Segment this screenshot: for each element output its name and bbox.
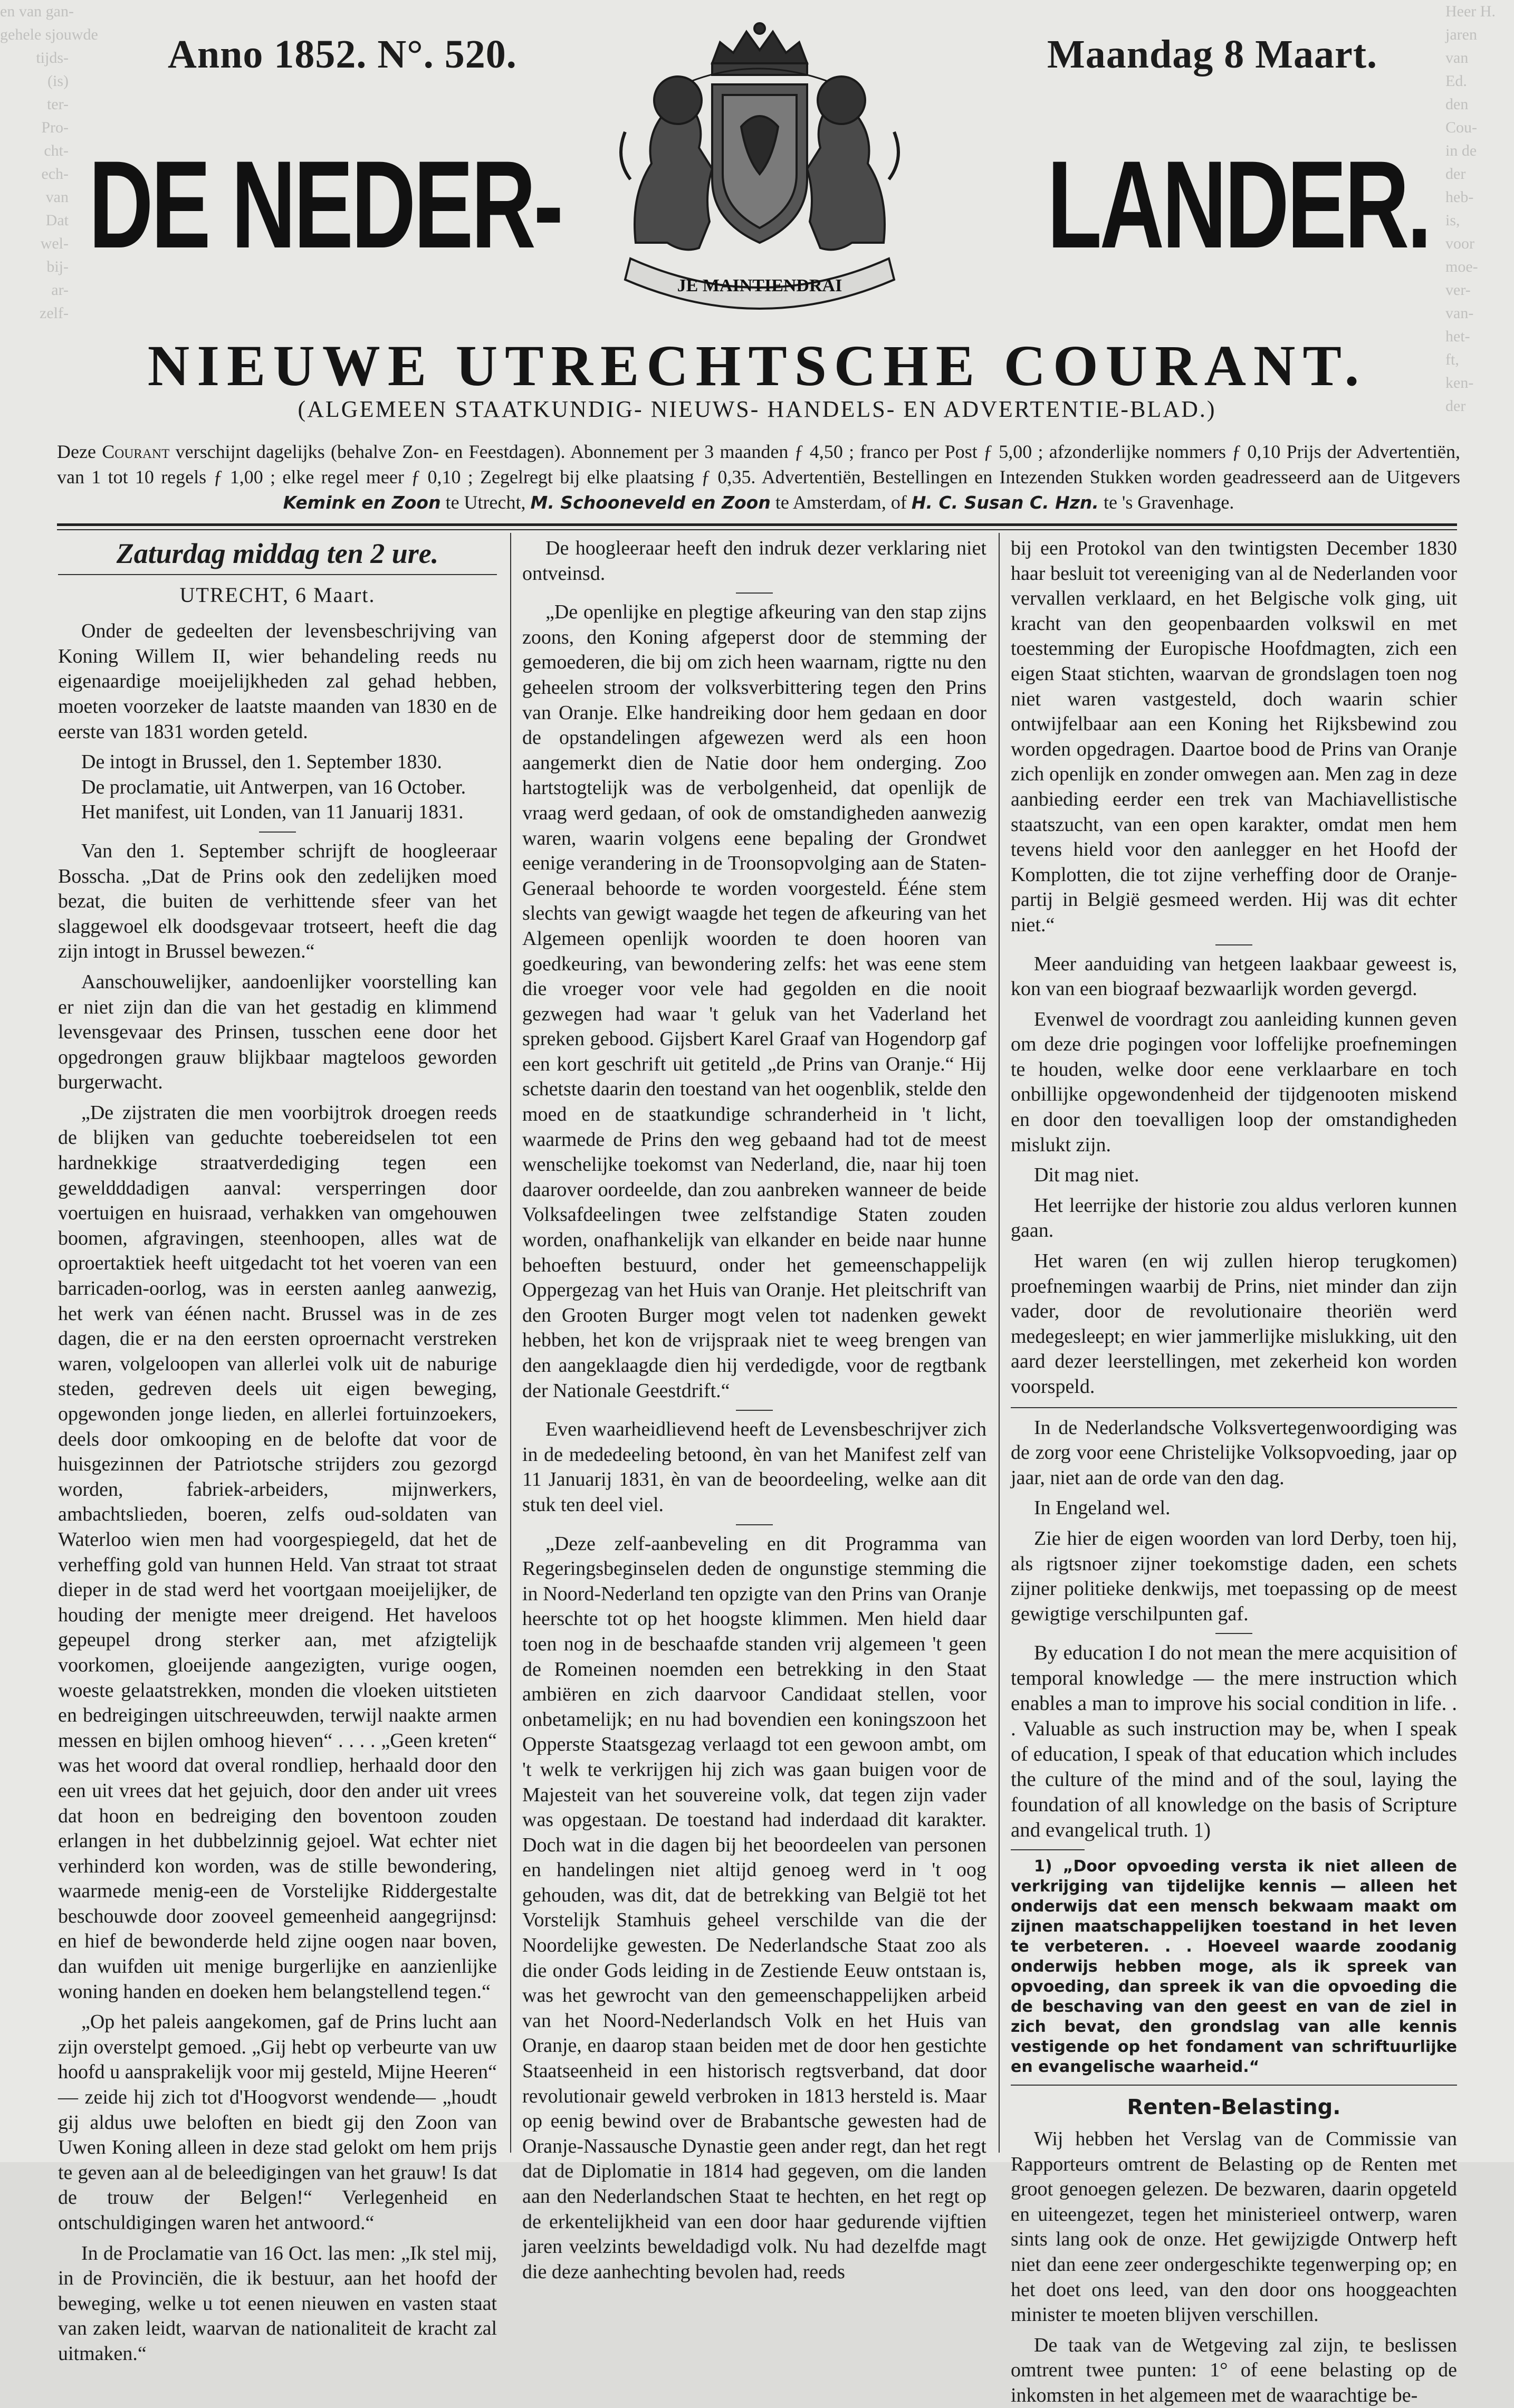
footnote: 1) „Door opvoeding versta ik niet alleen de verkrijging van tijdelijke kennis — alleen het onderwijs dat een mensch bekwaam maakt om zijnen maatschappelijken toestand in het leven te verbeteren. . . Hoeveel waarde zoodanig onderwijs hebben moge, als ik spreek van opvoeding, dan spreek ik van die opvoeding die de beschaving van den geest en van de ziel in zich bevat, den grondslag van alle kennis vestigende op het fondament van schriftuurlijke en evangelische waarheid.“: [1011, 1857, 1457, 2077]
divider: [736, 1524, 773, 1525]
english-quote: By education I do not mean the mere acquisition of temporal knowledge — the mere instruction which enables a man to improve his social condition in life. . . Valuable as such instruction may be, when I speak of education, I speak of that education which includes the culture of the mind and of the soul, laying the foundation of all knowledge on the basis of Scripture and evangelical truth. 1): [1011, 1641, 1457, 1842]
bleed-text: der: [1445, 165, 1466, 183]
paragraph: „De zijstraten die men voorbijtrok droegen reeds de blijken van geduchte toebereidselen tot een hardnekkige straatverdediging tegen een geweldddadigen aanval: versperringen door voertuigen en huisraad, verhakken van omgehouwen boomen, afgravingen, steenhoopen, alles wat de oproertaktiek heeft uitgedacht tot het voeren van een barricaden-oorlog, was in eersten aanleg aanwezig, het werk van éénen nacht. Brussel was in de zes dagen, die er na den eersten oproernacht verstreken waren, volgeloopen van allerlei volk uit de naburige steden, gedreven deels uit eigen beweging, opgewonden jonge lieden, en allerlei fortuinzoekers, deels door omkooping en de belofte dat voor de huisgezinnen der Patriotsche strijders zou gezorgd worden, fabriek-arbeiders, mijnwerkers, ambachtslieden, boeren, zelfs oud-soldaten van Waterloo wien men had voorgespiegeld, dat het de verheffing gold van hunnen Held. Van straat tot straat dieper in de stad werd het voortgaan moeijelijker, de houding der menigte meer dreigend. Het haveloos gepeupel drong sterker aan, met afzigtelijk voorkomen, gloeijende aangezigten, vurige oogen, woeste gelaatstrekken, monden die vloeken uitstieten en bedreigingen uitschreeuwden, terwijl naakte armen messen en bijlen omhoog hieven“ . . . . „Geen kreten“ was het woord dat overal rondliep, herhaald door den een uit vrees dat het gejuich, door den ander uit vrees dat hoon en bedreiging den boventoon zouden erlangen in het dubbelzinnig gejoel. Wat echter niet verhinderd kon worden, was de stille bewondering, waarmede menig-een de Vorstelijke Riddergestalte beschouwde door zooveel gemeenheid aangegrijnsd: en hief de bewonderde held zijne oogen naar boven, dan wuifden uit menige burgerlijke en aanzienlijke woning handen en doeken hem belangstellend tegen.“: [58, 1101, 497, 2003]
bleed-text: cht-: [44, 142, 69, 159]
divider: [259, 832, 296, 833]
bleed-text: den: [1445, 95, 1469, 113]
bleed-text: wel-: [40, 235, 69, 252]
paragraph: Aanschouwelijker, aandoenlijker voorstelling kan er niet zijn dan die van het gestadig en klimmend levensgevaar des Prinsen, tusschen eene door het opgedrongen grauw blijkbaar magteloos geworden burgerwacht.: [58, 970, 497, 1094]
footnote-divider: [1011, 1849, 1085, 1850]
bleed-text: in de: [1445, 142, 1477, 159]
bleed-text: tijds-: [36, 49, 69, 66]
bleed-text: (is): [47, 72, 69, 90]
paragraph: Het leerrijke der historie zou aldus verloren kunnen gaan.: [1011, 1194, 1457, 1242]
paragraph: Even waarheidlievend heeft de Levensbeschrijver zich in de mededeeling betoond, èn van het Manifest zelf van 11 Januarij 1831, èn van de beoordeeling, welke aan dit stuk ten deel viel.: [522, 1418, 986, 1516]
bleed-text: zelf-: [40, 304, 69, 322]
bleed-text: Pro-: [41, 119, 69, 136]
bleed-text: van: [1445, 49, 1469, 66]
bleed-text: ver-: [1445, 281, 1471, 299]
paragraph: „De openlijke en plegtige afkeuring van den stap zijns zoons, den Koning afgeperst door de stemming der gemoederen, die bij om zich heen waarnam, rigtte nu den geheelen stroom der volksverbittering tegen den Prins van Oranje. Elke handreiking door hem gedaan en door de opstandelingen afgewezen werd als een hoon aangemerkt dien de Natie door hem onderging. Zoo hartstogtelijk was de verbolgenheid, dat openlijk de vraag werd gedaan, of ook de omstandigheden aanwezig waren, waarin volgens eene bepaling der Grondwet eenige verandering in de Troonsopvolging aan de Staten-Generaal behoorde te worden voorgesteld. Ééne stem slechts van gewigt waagde het tegen de afkeuring van het Algemeen openlijk woorden te doen hooren van goedkeuring, van bewondering zelfs: het was eene stem die vroeger voor vele had gegolden en die nooit gezwegen had waar 't geluk van het Vaderland het spreken gebood. Gijsbert Karel Graaf van Hogendorp gaf een kort geschrift uit getiteld „de Prins van Oranje.“ Hij schetste daarin den toestand van het oogenblik, stelde den moed en de staatkundige schranderheid in 't licht, waarmede de Prins den weg gebaand had tot de meest wenschelijke toekomst van Nederland, die, naar hij toen daarover oordeelde, dan zou aanbreken wanneer de beide Volksafdeelingen twee zelfstandige Staten zouden worden, onafhankelijk van elkander en beide naar hunne behoeften bestuurd, onder het gemeenschappelijk Oppergezag van het Huis van Oranje. Het pleitschrift van den Grooten Burger mogt velen tot nadenken gewekt hebben, het kon de vrijspraak niet te weeg brengen van den aangeklaagde dien hij verdedigde, voor de regtbank der Nationale Geestdrift.“: [522, 601, 986, 1402]
bleed-text: der: [1445, 397, 1466, 415]
paragraph: Meer aanduiding van hetgeen laakbaar geweest is, kon van een biograaf bezwaarlijk worden gevergd.: [1011, 952, 1457, 1000]
paragraph: In Engeland wel.: [1034, 1497, 1171, 1520]
divider: [1215, 1633, 1252, 1634]
issue-number: Anno 1852. N°. 520.: [168, 32, 517, 77]
subtitle-secondary: (ALGEMEEN STAATKUNDIG- NIEUWS- HANDELS- EN ADVERTENTIE-BLAD.): [298, 396, 1216, 422]
paragraph: Zie hier de eigen woorden van lord Derby, toen hij, als rigtsnoer zijner toekomstige daden, een schets zijner politieke denkwijs, met toepassing op de meest gewigtige verschilpunten gaf.: [1011, 1527, 1457, 1625]
bleed-text: ken-: [1445, 374, 1474, 391]
paragraph: Van den 1. September schrijft de hoogleeraar Bosscha. „Dat de Prins ook den zedelijken moed bezat, die buiten de verhittende sfeer van het slaggewoel elk doodsgevaar trotseert, heeft die dag zijn intogt in Brussel bewezen.“: [58, 839, 497, 963]
column-separator: [510, 533, 511, 2153]
paragraph: Het waren (en wij zullen hierop terugkomen) proefnemingen waarbij de Prins, niet minder dan zijn vader, door de revolutionaire theoriën werd medegesleept; en wier jammerlijke mislukking, uit den aard dezer leerstellingen, met zekerheid kon worden voorspeld.: [1011, 1250, 1457, 1398]
paragraph: Evenwel de voordragt zou aanleiding kunnen geven om deze drie pogingen voor loffelijke proefnemingen te houden, welke door eene verklaarbare en toch onbillijke opgewondenheid der tijdgenooten miskend en door den toevalligen loop der omstandigheden mislukt zijn.: [1011, 1008, 1457, 1156]
divider: [1011, 2085, 1457, 2086]
bleed-text: Ed.: [1445, 72, 1467, 90]
dateline: UTRECHT, 6 Maart.: [179, 582, 376, 607]
paragraph: „Op het paleis aangekomen, gaf de Prins lucht aan zijn overstelpt gemoed. „Gij hebt op verbeurte van uw hoofd u aansprakelijk voor mij gesteld, Mijne Heeren“ — zeide hij zich tot d'Hoogvorst wendende— „houdt gij aldus uwe beloften en biedt gij den Zoon van Uwen Koning alleen in deze stad gelokt om hem prijs te geven aan al de beleedigingen van het grauw! Is dat de trouw der Belgen!“ Verlegenheid en ontschuldigingen waren het antwoord.“: [58, 2011, 497, 2234]
bleed-text: bij-: [46, 258, 69, 275]
divider: [1011, 1407, 1457, 1408]
paragraph: „Deze zelf-aanbeveling en dit Programma van Regeringsbeginselen deden de ongunstige stemming die in Noord-Nederland ten opzigte van den Prins van Oranje heerschte tot op het hoogste klimmen. Men hield daar toen nog in de beschaafde standen vrij algemeen 't geen de Romeinen noemden een betrekking in den Staat ambiëren en zich daarvoor Candidaat stellen, voor onbetamelijk; en nu had bovendien een koningszoon het Opperste Staatsgezag verlaagd tot een gewoon ambt, om 't welk te verkrijgen hij zich was gaan buigen voor de Majesteit van het souvereine volk, dat tegen zijn vader was opgestaan. De toestand had inderdaad dit karakter. Doch wat in die dagen bij het beoordeelen van personen en handelingen niet altijd genoeg werd in 't oog gehouden, was dit, dat de betrekking van België tot het Vorstelijk Stamhuis geheel verschilde van die der Noordelijke gewesten. De Nederlandsche Staat zoo als die onder Gods leiding in de Zestiende Eeuw ontstaan is, was het gewrocht van den gemeenschappelijken arbeid van het Noord-Nederlandsch Volk en het Huis van Oranje, en daarop staan beiden met de door hen gestichte Staatseenheid in een historisch regtsverband, dat door revolutionair geweld verbroken in 1813 hersteld is. Maar op eenig bewind over de Brabantsche gewesten had de Oranje-Nassausche Dynastie geen ander regt, dan het regt dat de Diplomatie in 1814 had gegeven, om die landen aan den Nederlandschen Staat te hechten, en het regt op de erkentelijkheid van een door haar gedurende vijftien jaren veelzints beweldadigd volk. Nu had dezelfde magt die deze aanhechting bevolen had, reeds: [522, 1532, 986, 2283]
bleed-text: het-: [1445, 328, 1470, 345]
paragraph: Wij hebben het Verslag van de Commissie van Rapporteurs omtrent de Belasting op de Renten met groot genoegen gelezen. De bezwaren, daarin opgeteld en uiteengezet, tegen het ministerieel ontwerp, waren sints lang ook de onze. Het gewijzigde Ontwerp heft niet dan eene zeer ondergeschikte tegenwerping op; en het doet ons leed, van den door ons hooggeachten minister te moeten blijven verschillen.: [1011, 2127, 1457, 2326]
bleed-text: Dat: [45, 212, 69, 229]
divider: [736, 593, 773, 594]
paragraph: De taak van de Wetgeving zal zijn, te beslissen omtrent twee punten: 1° of eene belasting op de inkomsten in het algemeen met de waarachtige be-: [1011, 2334, 1457, 2406]
subtitle: NIEUWE UTRECHTSCHE COURANT.: [147, 333, 1367, 398]
bleed-text: heb-: [1445, 188, 1474, 206]
bleed-text: jaren: [1445, 26, 1477, 43]
divider: [58, 574, 497, 575]
royal-coat-of-arms: [599, 21, 921, 317]
paragraph: bij een Protokol van den twintigsten December 1830 haar besluit tot vereeniging van al de Nederlanden voor vervallen verklaard, en het Belgische volk ging, uit kracht van den geopenbaarden volkswil en met toestemming der Europische Hoofdmagten, zich een eigen Staat stichten, waarvan de grondslagen toen nog niet waren vastgesteld, doch waarin schier ontwijfelbaar aan een Koning het Rijksbewind zou worden opgedragen. Daartoe bood de Prins van Oranje zich openlijk en zonder omwegen aan. Men zag in deze aanbieding eerder een trek van Machiavellistische staatszucht, van een open karakter, omdat men hem tevens hield voor den aanlegger en het Hoofd der Komplotten, die tot zijne verheffing door de Oranje-partij in België gesmeed werden. Hij was dit echter niet.“: [1011, 537, 1457, 936]
column-separator: [999, 533, 1000, 2153]
paragraph: In de Proclamatie van 16 Oct. las men: „Ik stel mij, in de Provinciën, die ik bestuur, aan het hoofd der beweging, welke u tot eenen nieuwen en vasten staat van zaken leidt, waarvan de nationaliteit de kracht zal uitmaken.“: [58, 2242, 497, 2365]
title-left: DE NEDER-: [89, 135, 561, 274]
bleed-text: ar-: [51, 281, 69, 299]
title-right: LANDER.: [1047, 135, 1430, 274]
section-title: Renten-Belasting.: [1127, 2095, 1341, 2120]
divider: [736, 1410, 773, 1411]
paragraph: Dit mag niet.: [1034, 1164, 1139, 1187]
column-3: [1011, 536, 1457, 2406]
paragraph: In de Nederlandsche Volksvertegenwoordiging was de zorg voor eene Christelijke Volksopvoeding, jaar op jaar, niet aan de orde van den dag.: [1011, 1416, 1457, 1489]
bleed-text: voor: [1445, 235, 1474, 252]
list-item: De proclamatie, uit Antwerpen, van 16 October.: [81, 776, 466, 798]
bleed-text: ter-: [46, 95, 69, 113]
crest-motto: JE MAINTIENDRAI: [677, 276, 842, 295]
bleed-text: gehele sjouwde: [0, 26, 98, 43]
bleed-text: moe-: [1445, 258, 1478, 275]
paragraph: Onder de gedeelten der levensbeschrijving van Koning Willem II, wier behandeling reeds nu eigenaardige moeijelijkheden zal gehad hebben, moeten voorzeker de laatste maanden van 1830 en de eerste van 1831 worden geteld.: [58, 620, 497, 743]
bleed-text: Cou-: [1445, 119, 1477, 136]
bleed-text: ft,: [1445, 351, 1459, 368]
issue-date: Maandag 8 Maart.: [1047, 32, 1378, 77]
event-list: [58, 750, 497, 825]
bleed-text: is,: [1445, 212, 1460, 229]
list-item: De intogt in Brussel, den 1. September 1830.: [81, 751, 442, 773]
masthead-rule: [57, 523, 1457, 530]
bleed-text: ech-: [41, 165, 69, 183]
subscription-info: Deze Courant verschijnt dagelijks (behalve Zon- en Feestdagen). Abonnement per 3 maanden ƒ 4,50 ; franco per Post ƒ 5,00 ; afzonderlijke nommers ƒ 0,10 Prijs der Advertentiën, van 1 tot 10 regels ƒ 1,00 ; elke regel meer ƒ 0,10 ; Zegelregt bij elke plaatsing ƒ 0,35. Advertentiën, Bestellingen en Intezenden Stukken worden geadresseerd aan de Uitgevers Kemink en Zoon te Utrecht, M. Schooneveld en Zoon te Amsterdam, of H. C. Susan C. Hzn. te 's Gravenhage.: [57, 441, 1461, 513]
paragraph: De hoogleeraar heeft den indruk dezer verklaring niet ontveinsd.: [522, 537, 986, 585]
column-1: [58, 536, 497, 2365]
list-item: Het manifest, uit Londen, van 11 Januarij 1831.: [81, 801, 464, 824]
column-2: [522, 536, 986, 2283]
bleed-text: Heer H.: [1445, 3, 1496, 20]
bleed-text: van: [45, 188, 69, 206]
edition-heading: Zaturdag middag ten 2 ure.: [116, 538, 439, 569]
bleed-text: van-: [1445, 304, 1474, 322]
divider: [1215, 944, 1252, 945]
bleed-text: en van gan-: [0, 3, 74, 20]
